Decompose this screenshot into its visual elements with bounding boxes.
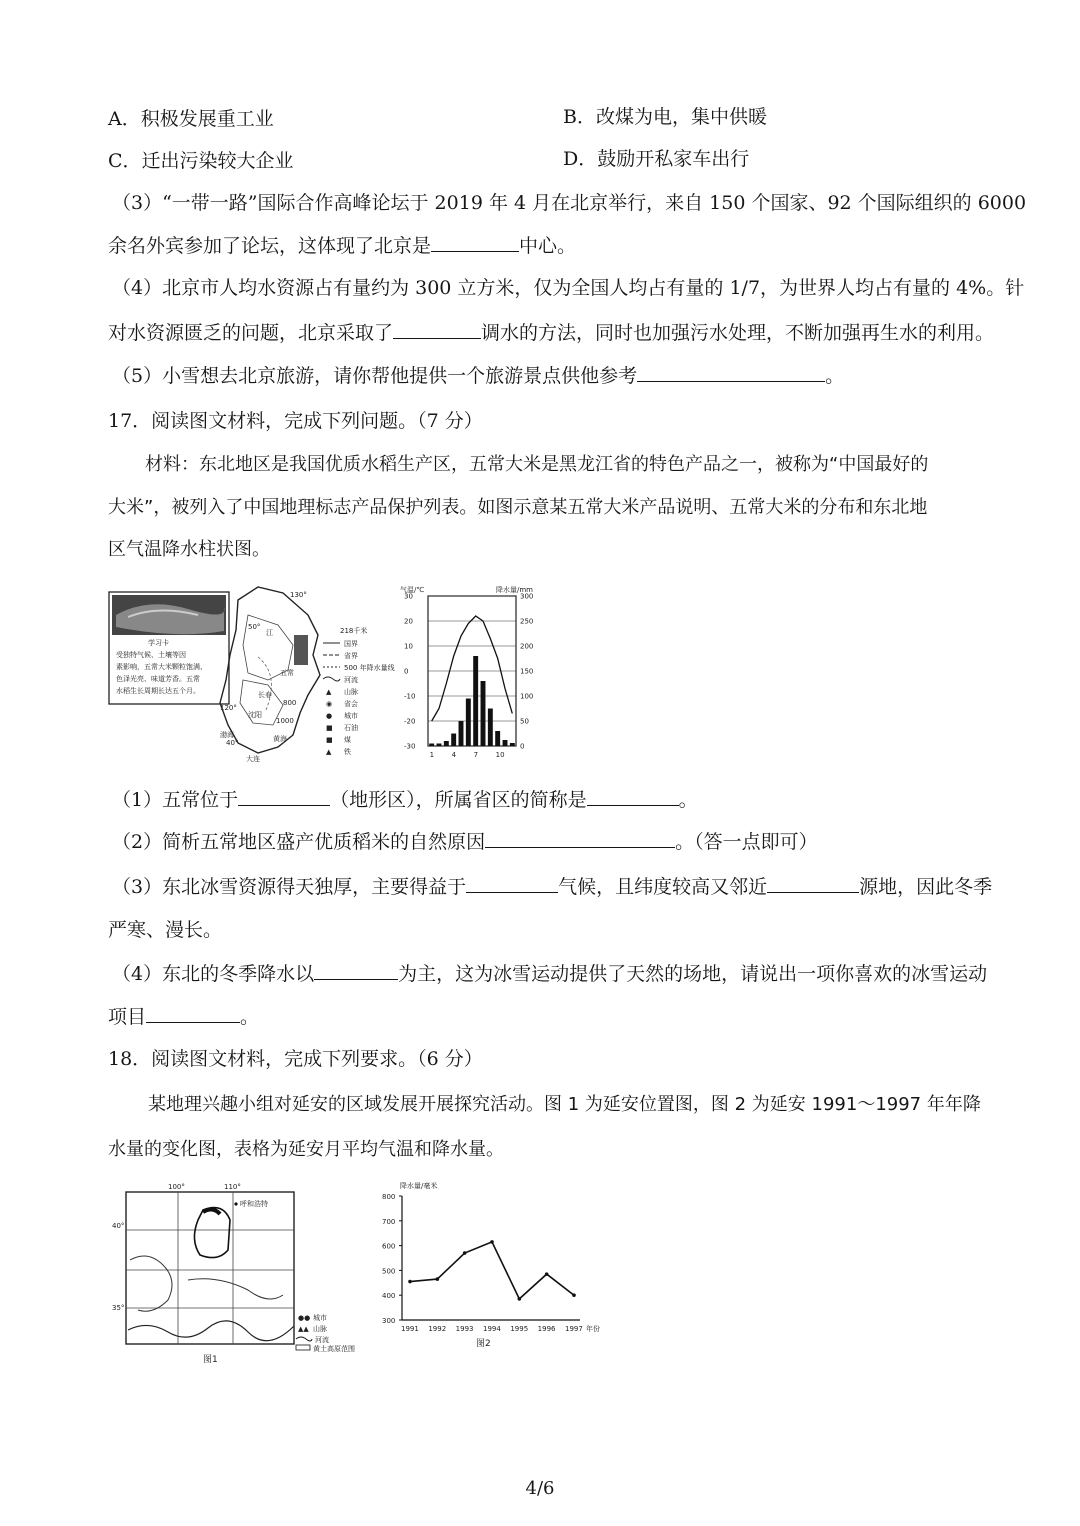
page-number: 4/6 [525,1478,555,1499]
oil-icon: ■ [326,724,333,732]
temp-tick-label: 10 [404,642,413,651]
q17-4-line2 [108,1004,259,1029]
city-label: 呼和浩特 [240,1200,268,1208]
fig2-caption: 图2 [476,1339,491,1349]
precip-bar [488,709,493,747]
x-tick-label: 1997 [565,1325,583,1333]
temp-tick-label: -30 [404,742,416,751]
lon-label: 100° [168,1183,185,1191]
x-tick-label: 1995 [510,1325,529,1333]
data-point [490,1240,494,1244]
river-segment [203,1209,220,1214]
precip-tick-label: 250 [520,617,534,626]
legend-item: 煤 [344,736,351,744]
y-tick-label: 500 [382,1267,396,1276]
y-tick-label: 800 [382,1193,396,1201]
q16-3-line2 [108,233,576,258]
temp-axis-title: 气温/℃ [400,586,425,594]
x-tick-label: 1991 [401,1325,419,1333]
lon-label: 120° [220,704,237,712]
yellow-river-bend [194,1208,230,1258]
y-axis-title: 降水量/毫米 [400,1182,438,1190]
precip-bar [495,731,500,746]
answer-blank[interactable] [466,874,558,893]
q17-3-line2: 严寒、漫长。 [108,919,223,941]
month-tick-label: 7 [473,751,479,759]
precip-tick-label: 100 [520,692,534,701]
place-label: 渤海 [220,731,234,739]
q18-title: 18．阅读图文材料，完成下列要求。（6 分） [108,1048,483,1070]
legend-item: 500 年降水量线 [344,664,395,672]
place-label: 沈阳 [248,711,262,719]
fig1-caption: 图1 [203,1355,218,1365]
place-label: 江 [266,629,273,637]
month-tick-label: 10 [495,751,505,759]
fig2-precip-line-chart [372,1178,612,1350]
city-dot [234,1202,237,1205]
answer-blank[interactable] [146,1004,240,1023]
q16-5-tail: 。 [825,365,845,387]
option-d: D．鼓励开私家车出行 [563,148,750,170]
q17-4-label: 项目 [108,1006,147,1028]
q17-2-text: （2）简析五常地区盛产优质稻米的自然原因 [112,831,486,853]
precip-bar [510,743,515,746]
q17-2-tail: 。（答一点即可） [675,831,818,853]
q17-material-line3: 区气温降水柱状图。 [108,539,270,560]
isoline-label: 1000 [276,717,294,725]
precip-bar [473,656,478,746]
month-tick-label: 4 [451,751,457,759]
q17-3 [112,874,992,899]
temp-tick-label: 20 [404,617,413,626]
lat-label: 40° [226,739,239,747]
answer-blank[interactable] [587,787,679,806]
lon-label: 130° [290,591,307,599]
precip-bar [437,744,442,747]
temp-tick-label: -20 [404,717,416,726]
fig1-yanan-map [108,1180,370,1365]
legend-mountain-icon: ▲▲ [298,1325,309,1333]
data-point [572,1293,576,1297]
q16-4-line2 [108,320,994,345]
q16-3-tail: 中心。 [519,235,577,257]
precip-bar [429,744,434,747]
x-tick-label: 1993 [455,1325,474,1333]
card-line: 色泽光亮、味道芳香。五常 [116,675,200,683]
answer-blank[interactable] [314,961,398,980]
precip-series-line [410,1242,574,1299]
q17-1-text: （1）五常位于 [112,789,239,811]
q16-5 [112,363,844,388]
q18-material-line2: 水量的变化图，表格为延安月平均气温和降水量。 [108,1139,504,1160]
loess-plateau-boundary [188,1279,283,1299]
precip-bar [481,681,486,746]
q17-map-figure [108,585,398,765]
q17-1 [112,787,698,812]
month-tick-label: 1 [429,751,435,759]
place-label: 五常 [280,669,294,677]
precip-bar [451,734,456,747]
legend-item: 河流 [344,676,358,684]
q17-3-text: （3）东北冰雪资源得天独厚，主要得益于 [112,876,467,898]
q17-1-tail: 。 [678,789,698,811]
legend-item: 铁 [344,748,351,756]
climate-chart [400,582,548,764]
q17-4-text: （4）东北的冬季降水以 [112,963,315,985]
legend-item: 城市 [313,1314,327,1322]
legend-item: 山脉 [313,1325,327,1333]
answer-blank[interactable] [431,233,519,252]
q16-5-text: （5）小雪想去北京旅游，请你帮他提供一个旅游景点供他参考 [112,365,638,387]
legend-item: 黄土高原范围 [313,1345,355,1353]
data-point [545,1272,549,1276]
precip-bar [444,741,449,746]
card-line: 水稻生长周期长达五个月。 [116,687,200,695]
capital-icon: ◉ [326,700,333,708]
legend-item: 省界 [344,652,358,660]
temperature-curve [432,616,513,721]
q17-4 [112,961,987,986]
precip-bar [459,721,464,746]
coal-icon: ■ [326,736,333,744]
card-line: 素影响，五常大米颗粒饱满、 [116,663,207,671]
q17-material-line1: 材料：东北地区是我国优质水稻生产区，五常大米是黑龙江省的特色产品之一，被称为“中国最好的 [145,454,929,475]
precip-bar [466,699,471,747]
legend-item: 省会 [344,700,358,708]
legend-item: 山脉 [344,688,358,696]
temp-tick-label: 30 [404,592,413,601]
data-point [518,1297,522,1301]
iron-icon: ▲ [326,748,332,756]
precip-tick-label: 150 [520,667,534,676]
legend-item: 国界 [344,640,358,648]
map-frame [126,1192,294,1344]
q17-4-tail: 。 [240,1006,260,1028]
q17-title: 17．阅读图文材料，完成下列问题。（7 分） [108,410,483,432]
y-tick-label: 300 [382,1317,396,1325]
q17-1-mid: （地形区），所属省区的简称是 [330,789,587,811]
answer-blank[interactable] [485,829,675,848]
isoline-label: 800 [283,699,297,707]
precip-tick-label: 300 [520,592,534,601]
answer-blank[interactable] [637,363,825,382]
precip-tick-label: 0 [520,742,525,751]
option-b: B．改煤为电，集中供暖 [563,106,767,128]
legend-city-icon: ●● [298,1314,311,1322]
q18-material-line1: 某地理兴趣小组对延安的区域发展开展探究活动。图 1 为延安位置图，图 2 为延安 1991～1997 年年降 [148,1094,981,1115]
temp-tick-label: -10 [404,692,416,701]
legend-river-icon [296,1337,312,1341]
q17-3-tail: 源地，因此冬季 [859,876,993,898]
legend-item: 石油 [344,724,358,732]
precip-tick-label: 200 [520,642,534,651]
data-point [436,1277,440,1281]
loess-plateau-boundary [130,1256,172,1311]
precip-tick-label: 50 [520,717,529,726]
scale-label: 218千米 [340,627,368,635]
q16-4-line1: （4）北京市人均水资源占有量约为 300 立方米，仅为全国人均占有量的 1/7，为世界人均占有量的 4%。针 [112,277,1025,299]
legend-item: 城市 [344,712,358,720]
precip-axis-title: 降水量/mm [496,586,533,594]
answer-blank[interactable] [238,787,330,806]
lat-label: 35° [112,1304,125,1312]
place-label: 大连 [246,755,260,763]
temp-tick-label: 0 [404,667,409,676]
q17-3-mid: 气候，且纬度较高又邻近 [558,876,768,898]
lat-label: 50° [248,623,261,631]
river [128,1321,294,1341]
y-tick-label: 400 [382,1292,396,1301]
answer-blank[interactable] [393,320,481,339]
card-line: 受独特气候、土壤等因 [116,651,186,659]
q16-3-line1: （3）“一带一路”国际合作高峰论坛于 2019 年 4 月在北京举行，来自 150 个国家、92 个国际组织的 6000 [112,192,1027,214]
mountain-icon: ▲ [326,688,332,696]
y-tick-label: 700 [382,1217,396,1226]
place-label: 黄海 [273,735,287,743]
lat-label: 40° [112,1222,125,1230]
q17-material-line2: 大米”，被列入了中国地理标志产品保护列表。如图示意某五常大米产品说明、五常大米的分布和东北地 [108,497,928,518]
card-title: 学习卡 [148,639,169,647]
precip-bar [503,740,508,746]
northeast-region-outline [220,587,320,753]
city-icon: ● [326,712,333,720]
answer-blank[interactable] [767,874,859,893]
data-point [408,1280,412,1284]
legend-item: 河流 [315,1336,329,1344]
y-tick-label: 600 [382,1242,396,1251]
q16-4-text: 对水资源匮乏的问题，北京采取了 [108,322,394,344]
q16-4-tail: 调水的方法，同时也加强污水处理，不断加强再生水的利用。 [481,322,995,344]
highlight-block [294,635,308,665]
place-label: 长春 [258,691,272,699]
option-c: C．迁出污染较大企业 [108,150,294,172]
data-point [463,1251,467,1255]
q16-3-text: 余名外宾参加了论坛，这体现了北京是 [108,235,432,257]
lon-label: 110° [224,1183,241,1191]
q17-4-mid: 为主，这为冰雪运动提供了天然的场地，请说出一项你喜欢的冰雪运动 [398,963,988,985]
x-tick-label: 1996 [537,1325,556,1333]
x-axis-title: 年份 [586,1325,600,1333]
q17-2 [112,829,818,854]
x-tick-label: 1992 [428,1325,447,1333]
x-tick-label: 1994 [483,1325,501,1333]
option-a: A．积极发展重工业 [108,108,274,130]
legend-area-icon [296,1345,310,1350]
